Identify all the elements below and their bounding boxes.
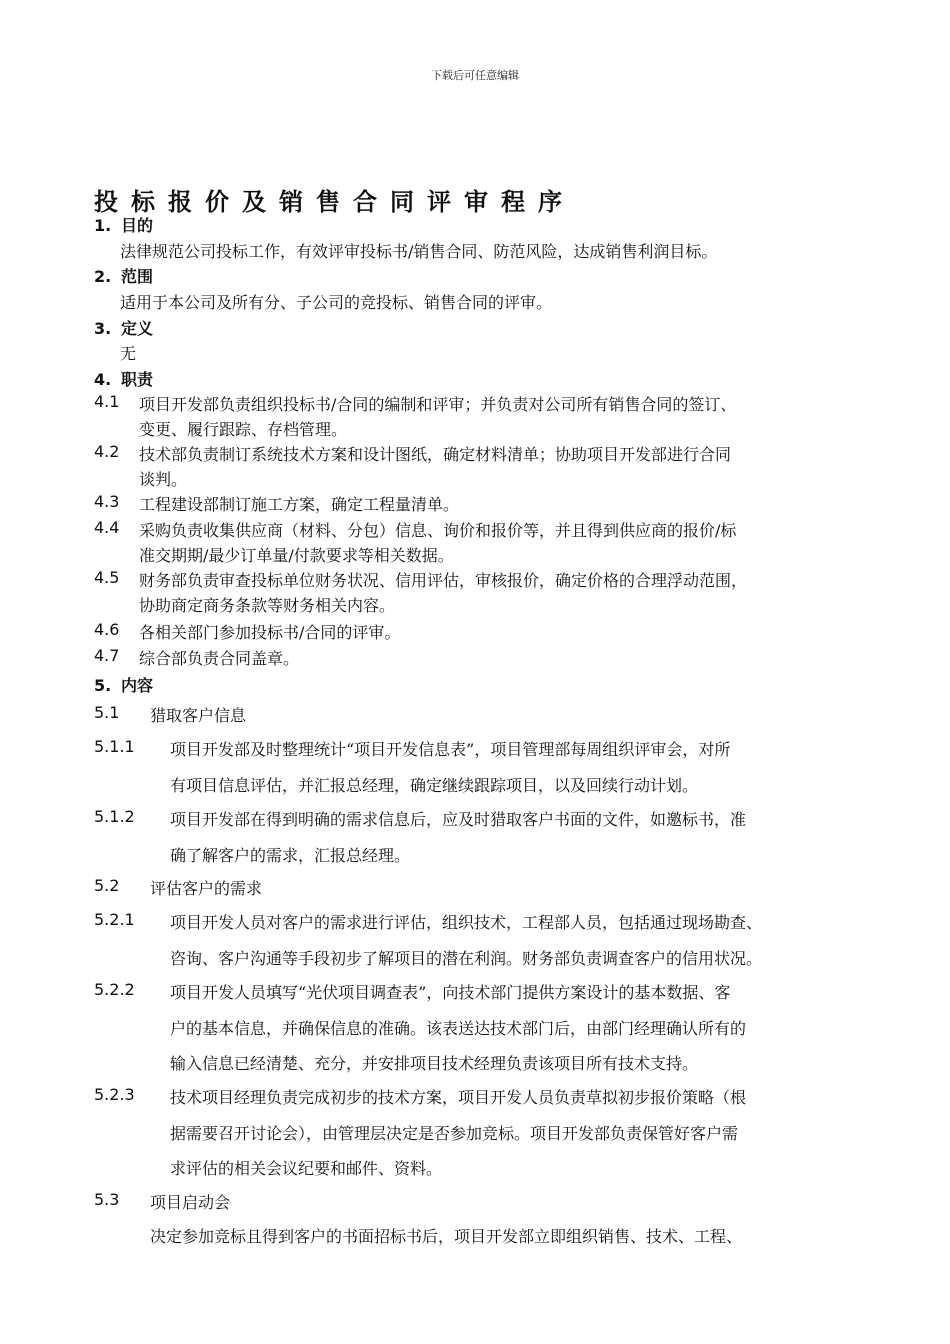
item-number: 4.3 bbox=[94, 492, 120, 511]
subsection-5-3-body: 决定参加竞标且得到客户的书面招标书后，项目开发部立即组织销售、技术、工程、 bbox=[150, 1227, 743, 1246]
item-text-line-2: 准交期期/最少订单量/付款要求等相关数据。 bbox=[139, 546, 454, 565]
section-title: 职责 bbox=[121, 370, 154, 389]
document-title: 投标报价及销售合同评审程序 bbox=[94, 188, 575, 216]
subsection-number: 5.1 bbox=[94, 703, 120, 722]
section-2-heading bbox=[94, 264, 153, 287]
item-text-line-1: 各相关部门参加投标书/合同的评审。 bbox=[139, 623, 401, 642]
clause-line: 项目开发人员对客户的需求进行评估，组织技术，工程部人员，包括通过现场勘查、 bbox=[170, 913, 763, 932]
item-text-line-2: 变更、履行跟踪、存档管理。 bbox=[139, 420, 348, 439]
section-title: 内容 bbox=[121, 676, 154, 695]
item-number: 4.2 bbox=[94, 442, 120, 461]
header-note: 下载后可任意编辑 bbox=[431, 69, 519, 82]
item-number: 4.1 bbox=[94, 392, 120, 411]
subsection-number: 5.2 bbox=[94, 876, 120, 895]
clause-line: 户的基本信息，并确保信息的准确。该表送达技术部门后，由部门经理确认所有的 bbox=[170, 1019, 747, 1038]
section-3-heading bbox=[94, 316, 153, 339]
clause-line: 求评估的相关会议纪要和邮件、资料。 bbox=[170, 1159, 443, 1178]
clause-line: 项目开发人员填写“光伏项目调查表”，向技术部门提供方案设计的基本数据、客 bbox=[170, 983, 731, 1002]
section-title: 范围 bbox=[121, 267, 154, 286]
section-title: 定义 bbox=[121, 319, 154, 338]
item-number: 4.4 bbox=[94, 518, 120, 537]
subsection-title: 猎取客户信息 bbox=[150, 706, 247, 725]
item-text-line-2: 协助商定商务条款等财务相关内容。 bbox=[139, 596, 396, 615]
section-title: 目的 bbox=[121, 216, 154, 235]
item-text-line-1: 采购负责收集供应商（材料、分包）信息、询价和报价等，并且得到供应商的报价/标 bbox=[139, 521, 737, 540]
subsection-title: 评估客户的需求 bbox=[150, 879, 263, 898]
clause-line: 确了解客户的需求，汇报总经理。 bbox=[170, 846, 411, 865]
item-text-line-1: 财务部负责审查投标单位财务状况、信用评估，审核报价，确定价格的合理浮动范围， bbox=[139, 571, 748, 590]
clause-number: 5.1.1 bbox=[94, 737, 135, 756]
item-text-line-1: 技术部负责制订系统技术方案和设计图纸，确定材料清单；协助项目开发部进行合同 bbox=[139, 445, 732, 464]
item-text-line-1: 工程建设部制订施工方案，确定工程量清单。 bbox=[139, 495, 460, 514]
section-number: 5. bbox=[94, 676, 112, 695]
clause-line: 咨询、客户沟通等手段初步了解项目的潜在利润。财务部负责调查客户的信用状况。 bbox=[170, 949, 763, 968]
clause-line: 有项目信息评估，并汇报总经理，确定继续跟踪项目，以及回续行动计划。 bbox=[170, 776, 699, 795]
section-5-heading bbox=[94, 673, 153, 696]
item-text-line-1: 项目开发部负责组织投标书/合同的编制和评审；并负责对公司所有销售合同的签订、 bbox=[139, 395, 737, 414]
section-2-body: 适用于本公司及所有分、子公司的竞投标、销售合同的评审。 bbox=[120, 293, 553, 312]
clause-line: 技术项目经理负责完成初步的技术方案，项目开发人员负责草拟初步报价策略（根 bbox=[170, 1088, 747, 1107]
clause-number: 5.2.1 bbox=[94, 910, 135, 929]
item-text-line-1: 综合部负责合同盖章。 bbox=[139, 649, 300, 668]
clause-line: 项目开发部及时整理统计“项目开发信息表”，项目管理部每周组织评审会，对所 bbox=[170, 740, 731, 759]
clause-number: 5.2.3 bbox=[94, 1085, 135, 1104]
section-number: 4. bbox=[94, 370, 112, 389]
subsection-title: 项目启动会 bbox=[150, 1193, 231, 1212]
section-number: 2. bbox=[94, 267, 112, 286]
item-number: 4.5 bbox=[94, 568, 120, 587]
section-1-body: 法律规范公司投标工作，有效评审投标书/销售合同、防范风险，达成销售利润目标。 bbox=[120, 242, 718, 261]
section-number: 1. bbox=[94, 216, 112, 235]
section-number: 3. bbox=[94, 319, 112, 338]
clause-line: 项目开发部在得到明确的需求信息后，应及时猎取客户书面的文件，如邀标书，准 bbox=[170, 810, 747, 829]
clause-number: 5.1.2 bbox=[94, 807, 135, 826]
section-1-heading bbox=[94, 213, 153, 236]
section-4-heading bbox=[94, 367, 153, 390]
item-number: 4.6 bbox=[94, 620, 120, 639]
subsection-number: 5.3 bbox=[94, 1190, 120, 1209]
item-number: 4.7 bbox=[94, 646, 120, 665]
clause-line: 输入信息已经清楚、充分，并安排项目技术经理负责该项目所有技术支持。 bbox=[170, 1054, 699, 1073]
item-text-line-2: 谈判。 bbox=[139, 470, 188, 489]
clause-number: 5.2.2 bbox=[94, 980, 135, 999]
clause-line: 据需要召开讨论会），由管理层决定是否参加竞标。项目开发部负责保管好客户需 bbox=[170, 1124, 739, 1143]
section-3-body: 无 bbox=[120, 344, 137, 363]
